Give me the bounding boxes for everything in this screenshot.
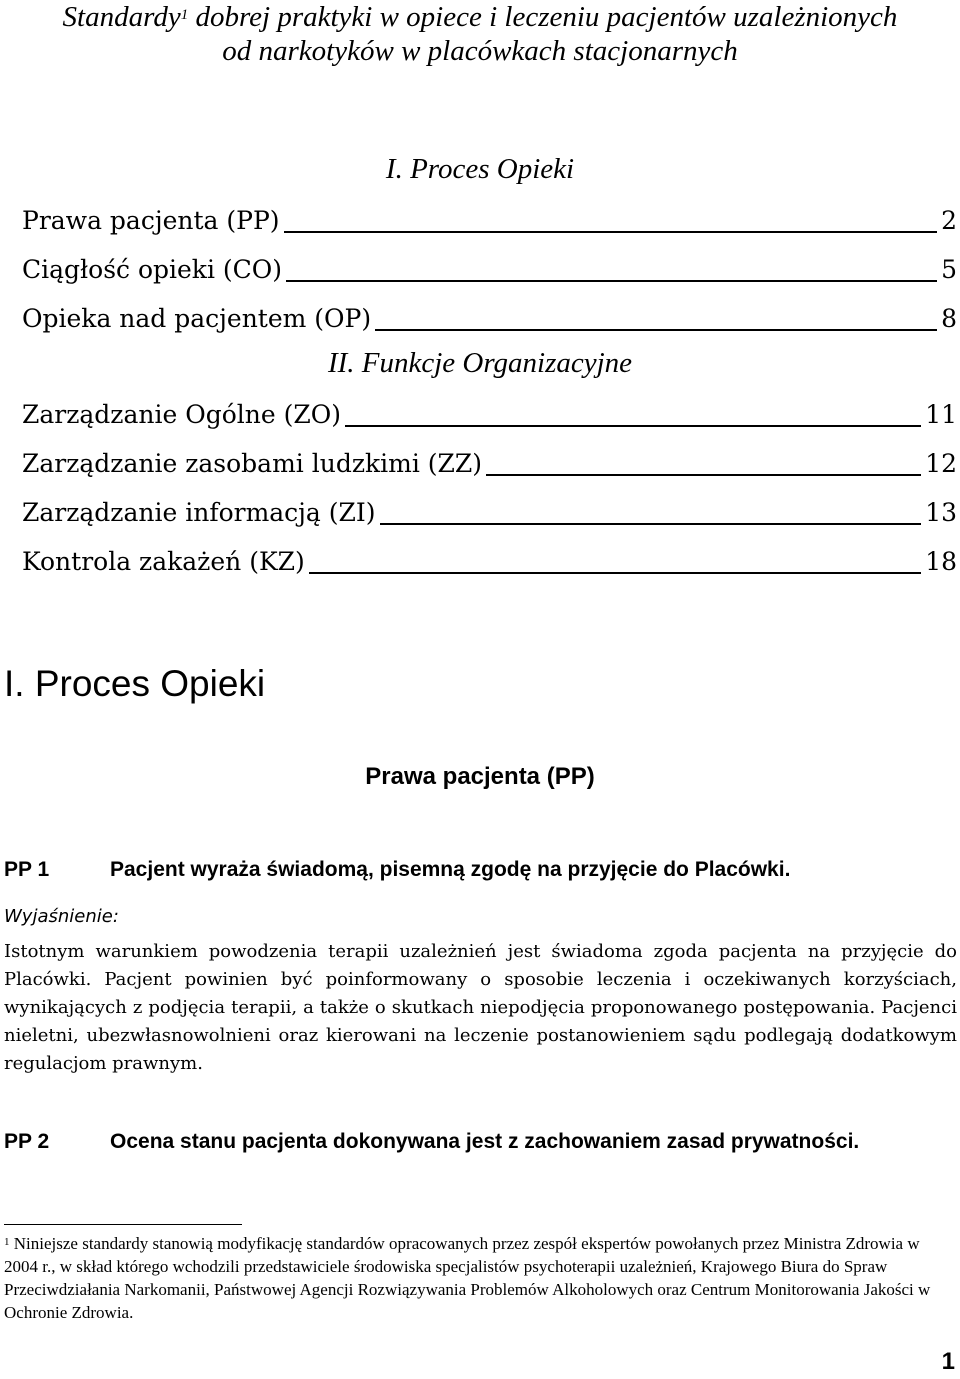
toc-entry-page: 8: [941, 304, 957, 333]
toc-entry[interactable]: [22, 541, 957, 577]
footnote-separator: [4, 1224, 242, 1225]
toc-entry-label: Zarządzanie Ogólne (ZO): [22, 400, 341, 429]
toc-entry-label: Zarządzanie zasobami ludzkimi (ZZ): [22, 449, 483, 478]
toc-entry[interactable]: [22, 492, 957, 528]
toc-entry-page: 13: [925, 498, 957, 527]
subsection-heading: Prawa pacjenta (PP): [365, 763, 595, 790]
toc-entry-page: 11: [925, 400, 957, 429]
toc-leader-line: [380, 522, 922, 525]
toc-entry-label: Opieka nad pacjentem (OP): [22, 304, 372, 333]
document-title: [2, 0, 958, 68]
toc-entry-page: 12: [925, 449, 957, 478]
toc-leader-line: [375, 328, 937, 331]
toc-section-2: II. Funkcje Organizacyjne: [327, 347, 633, 379]
standard-text: Ocena stanu pacjenta dokonywana jest z zachowaniem zasad prywatności.: [110, 1130, 860, 1153]
title-footnote-mark: 1: [180, 7, 189, 23]
explanation-text: Istotnym warunkiem powodzenia terapii uzależnień jest świadoma zgoda pacjenta na przyjęcie do Placówki. Pacjent powinien być poinformowany o sposobie leczenia i oczekiwanych korzyściach, wynikających z podjęcia terapii, a także o skutkach niepodjęcia proponowanego postępowania. Pacjenci nieletni, ubezwłasnowolnieni oraz kierowani na leczenie postanowieniem sądu podlegają dodatkowym regulacjom prawnym.: [4, 941, 957, 1074]
toc-section-1: I. Proces Opieki: [385, 153, 575, 185]
toc-entry[interactable]: [22, 249, 957, 285]
page-number: 1: [941, 1348, 955, 1375]
toc-leader-line: [284, 230, 938, 233]
title-line-1: Standardy$^1$ dobrej praktyki w opiece i leczeniu pacjentów uzależnionych: [62, 1, 898, 33]
toc-entry[interactable]: [22, 394, 957, 430]
toc-entry-page: 5: [941, 255, 957, 284]
toc-entry[interactable]: [22, 443, 957, 479]
toc-leader-line: [345, 424, 921, 427]
toc-entry-label: Zarządzanie informacją (ZI): [22, 498, 376, 527]
toc-leader-line: [286, 279, 937, 282]
toc-entry[interactable]: [22, 298, 957, 334]
footnote-text: Niniejsze standardy stanowią modyfikację standardów opracowanych przez zespół ekspertów powołanych przez Ministra Zdrowia w 2004 r., w skład którego wchodzili przedstawiciele środowiska specjalistów psychoterapii uzależnień, Krajowego Biura do Spraw Przeciwdziałania Narkomanii, Państwowej Agencji Rozwiązywania Problemów Alkoholowych oraz Centrum Monitorowania Jakości w Ochronie Zdrowia.: [4, 1234, 931, 1322]
standard-code: PP 2: [4, 1130, 50, 1153]
toc-entry-page: 2: [941, 206, 957, 235]
toc-entry-label: Kontrola zakażeń (KZ): [22, 547, 305, 576]
toc-leader-line: [309, 571, 921, 574]
toc-entry-label: Ciągłość opieki (CO): [22, 255, 283, 284]
toc-entry-label: Prawa pacjenta (PP): [22, 206, 280, 235]
standard-text: Pacjent wyraża świadomą, pisemną zgodę na przyjęcie do Placówki.: [110, 858, 791, 881]
toc-leader-line: [486, 473, 921, 476]
footnote: [4, 1232, 954, 1324]
section-heading: I. Proces Opieki: [4, 663, 266, 704]
title-line-2: od narkotyków w placówkach stacjonarnych: [222, 35, 738, 67]
explanation-label: Wyjaśnienie:: [4, 906, 119, 927]
standard-code: PP 1: [4, 858, 50, 881]
footnote-mark: 1: [4, 1236, 10, 1248]
toc-entry-page: 18: [925, 547, 957, 576]
toc-entry[interactable]: [22, 200, 957, 236]
